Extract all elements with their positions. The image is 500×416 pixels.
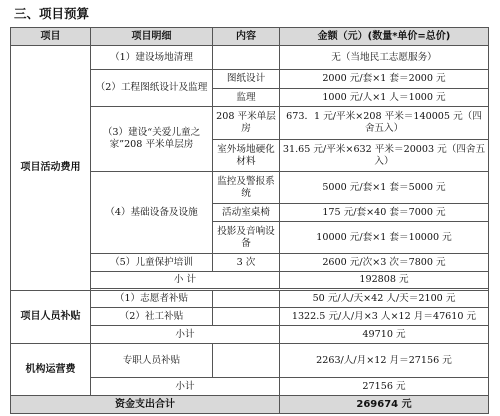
header-row — [11, 28, 489, 46]
content-cell: 监理 — [213, 89, 280, 107]
amount-cell: 31.65 元/平米×632 平米＝20003 元（四舍五入） — [280, 140, 489, 172]
content-cell: 室外场地硬化材料 — [213, 140, 280, 172]
header-detail: 项目明细 — [91, 28, 213, 46]
amount-cell: 1322.5 元/人/月×3 人×12 月＝47610 元 — [280, 308, 489, 326]
content-cell: 监控及警报系统 — [213, 172, 280, 204]
amount-cell: 2600 元/次×3 次＝7800 元 — [280, 254, 489, 272]
category-operation: 机构运营费 — [11, 344, 91, 396]
amount-cell: 1000 元/人×1 人＝1000 元 — [280, 89, 489, 107]
subtotal-label: 小计 — [91, 326, 280, 344]
subtotal-amount: 192808 元 — [280, 272, 489, 289]
total-amount: 269674 元 — [280, 396, 489, 414]
content-cell: 活动室桌椅 — [213, 204, 280, 222]
content-cell — [213, 46, 280, 70]
budget-table — [10, 27, 489, 414]
content-cell — [213, 308, 280, 326]
table-row — [11, 344, 489, 378]
header-project: 项目 — [11, 28, 91, 46]
detail-cell: （1）建设场地清理 — [91, 46, 213, 70]
header-content: 内容 — [213, 28, 280, 46]
detail-cell: 专职人员补贴 — [91, 344, 213, 378]
category-personnel: 项目人员补贴 — [11, 291, 91, 344]
subtotal-amount: 27156 元 — [280, 378, 489, 396]
subtotal-label: 小计 — [91, 378, 280, 396]
table-row — [11, 46, 489, 70]
subtotal-label: 小 计 — [91, 272, 280, 289]
content-cell: 3 次 — [213, 254, 280, 272]
table-row — [11, 291, 489, 308]
section-title: 三、项目预算 — [14, 6, 90, 21]
amount-cell: 10000 元/套×1 套＝10000 元 — [280, 222, 489, 254]
detail-cell: （5）儿童保护培训 — [91, 254, 213, 272]
amount-cell: 2000 元/套×1 套＝2000 元 — [280, 70, 489, 89]
total-row — [11, 396, 489, 414]
detail-cell: （2）工程图纸设计及监理 — [91, 70, 213, 107]
subtotal-amount: 49710 元 — [280, 326, 489, 344]
content-cell: 图纸设计 — [213, 70, 280, 89]
content-cell: 投影及音响设备 — [213, 222, 280, 254]
amount-cell: 175 元/套×40 套＝7000 元 — [280, 204, 489, 222]
detail-cell: （2）社工补贴 — [91, 308, 213, 326]
content-cell — [213, 291, 280, 308]
amount-cell: 2263/人/月×12 月＝27156 元 — [280, 344, 489, 378]
total-label: 资金支出合计 — [11, 396, 280, 414]
detail-cell: （3）建设“关爱儿童之家”208 平米单层房 — [91, 107, 213, 172]
detail-cell: （1）志愿者补贴 — [91, 291, 213, 308]
amount-cell: 50 元/人/天×42 人/天＝2100 元 — [280, 291, 489, 308]
content-cell — [213, 344, 280, 378]
amount-cell: 无（当地民工志愿服务） — [280, 46, 489, 70]
header-amount: 金额（元）(数量*单价=总价) — [280, 28, 489, 46]
amount-cell: 673．1 元/平米×208 平米＝140005 元（四舍五入） — [280, 107, 489, 140]
category-activity: 项目活动费用 — [11, 46, 91, 291]
content-cell: 208 平米单层房 — [213, 107, 280, 140]
detail-cell: （4）基础设备及设施 — [91, 172, 213, 254]
amount-cell: 5000 元/套×1 套＝5000 元 — [280, 172, 489, 204]
